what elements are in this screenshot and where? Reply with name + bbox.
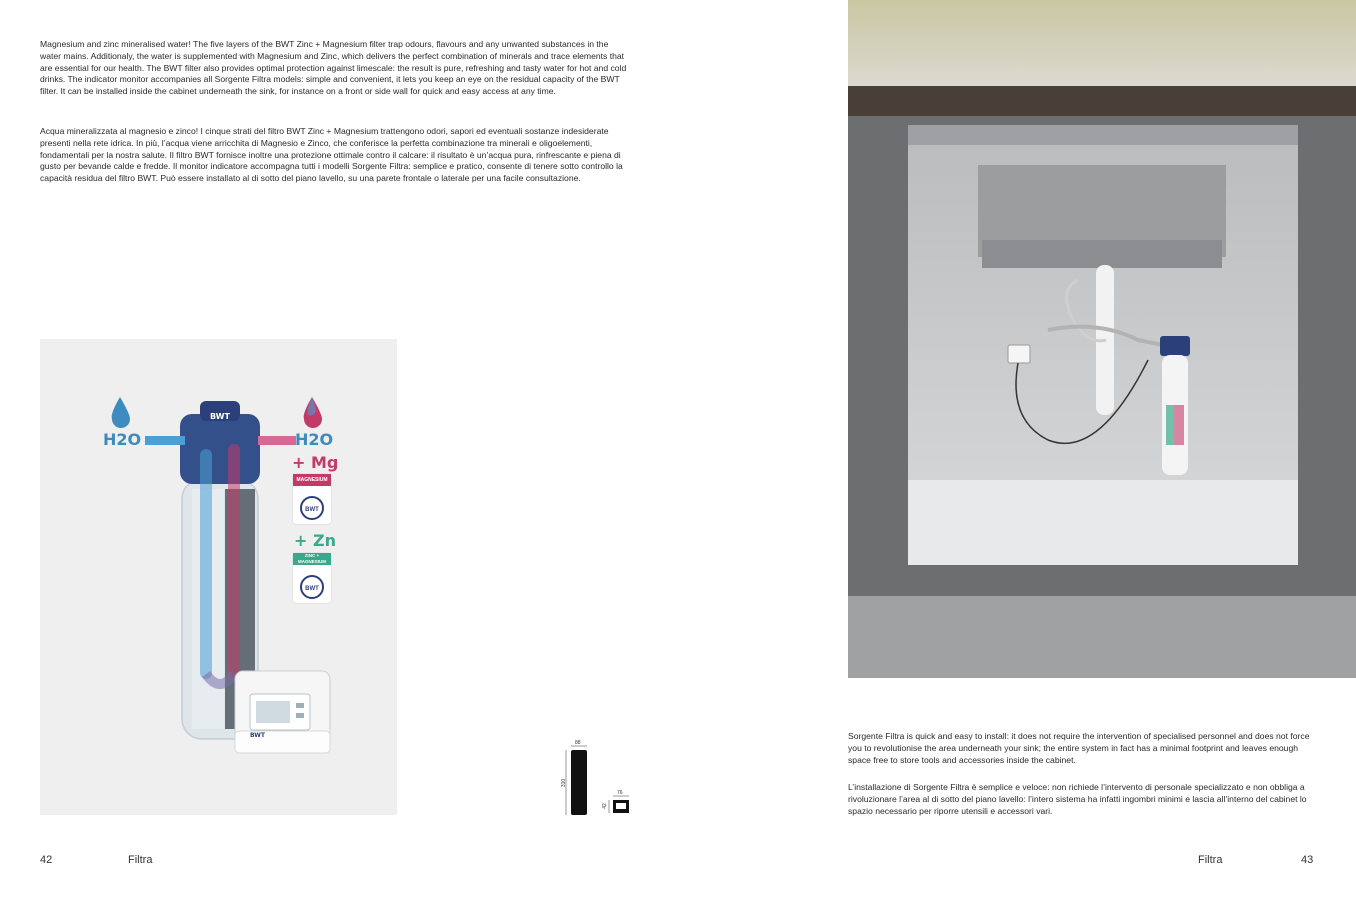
monitor-width-dimension: 76 — [617, 790, 623, 796]
page-number-right: 43 — [1301, 854, 1314, 866]
under-sink-illustration — [848, 0, 1356, 678]
bwt-logo-icon-2: BWT — [300, 575, 324, 599]
label-water-out: H2O — [295, 430, 334, 449]
label-water-in: H2O — [103, 430, 142, 449]
page-number-left: 42 — [40, 854, 53, 866]
label-plus-zinc: + Zn — [294, 531, 336, 550]
zinc-badge-label: ZINC + MAGNESIUM — [293, 553, 331, 565]
monitor-height-dimension: 42 — [601, 803, 608, 809]
magnesium-badge — [293, 474, 331, 524]
filter-product-photo — [40, 339, 397, 815]
paragraph-italian-left: Acqua mineralizzata al magnesio e zinco! I cinque strati del filtro BWT Zinc + Magnesium trattengono odori, sapori ed eventuali sostanze indesiderate presenti nella rete idrica. In più, l’acqua viene arricchita di Magnesio e Zinco, che conferisce la perfetta combinazione tra minerali e oligoelementi, fondamentali per la nostra salute. Il filtro BWT fornisce inoltre una protezione ottimale contro il calcare: il risultato è un’acqua pura, rinfrescante e piena di gusto per bevande calde e fredde. Il monitor indicatore accompagna tutti i modelli Sorgente Filtra: semplice e pratico, consente di tenere sotto controllo la capacità residua del filtro BWT. Può essere installato al di sotto del piano lavello, su una parete frontale o laterale per una facile consultazione. — [40, 126, 623, 184]
under-sink-installation-photo — [848, 0, 1356, 678]
paragraph-english-right: Sorgente Filtra is quick and easy to install: it does not require the intervention of specialised personnel and does not force you to revolutionise the area underneath your sink; the entire system in fact has a minimal footprint and leaves enough space free to store tools and accessories inside the cabinet. — [848, 731, 1310, 765]
paragraph-italian-right: L’installazione di Sorgente Filtra è semplice e veloce: non richiede l’intervento di personale specializzato e non obbliga a rivoluzionare l’area al di sotto del piano lavello: l’intero sistema ha infatti ingombri minimi e lascia all’interno del cabinet lo spazio necessario per riporre utensili e accessori vari. — [848, 782, 1307, 816]
label-plus-magnesium: + Mg — [292, 453, 339, 472]
filter-illustration — [40, 339, 397, 815]
magnesium-badge-label: MAGNESIUM — [293, 474, 331, 486]
filter-height-dimension: 310 — [561, 778, 568, 788]
svg-text:BWT: BWT — [250, 732, 265, 739]
dimension-drawing-svg — [560, 740, 640, 820]
zinc-magnesium-badge — [293, 553, 331, 603]
filter-width-dimension: 88 — [575, 740, 581, 746]
section-name-left: Filtra — [128, 854, 153, 866]
svg-text:BWT: BWT — [210, 412, 230, 421]
paragraph-english-left: Magnesium and zinc mineralised water! The five layers of the BWT Zinc + Magnesium filter trap odours, flavours and any unwanted substances in the water mains. Additionaly, the water is supplemented with Magnesium and Zinc, which delivers the perfect combination of minerals and trace elements that are essential for our health. The BWT filter also provides optimal protection against limescale: the result is pure, refreshing and tasty water for hot and cold drinks. The indicator monitor accompanies all Sorgente Filtra models: simple and convenient, it lets you keep an eye on the residual capacity of the BWT filter. It can be installed inside the cabinet underneath the sink, for instance on a front or side wall for quick and easy access at any time. — [40, 39, 627, 97]
bwt-logo-icon: BWT — [300, 496, 324, 520]
filter-dimension-drawing — [560, 740, 640, 820]
section-name-right: Filtra — [1198, 854, 1223, 866]
